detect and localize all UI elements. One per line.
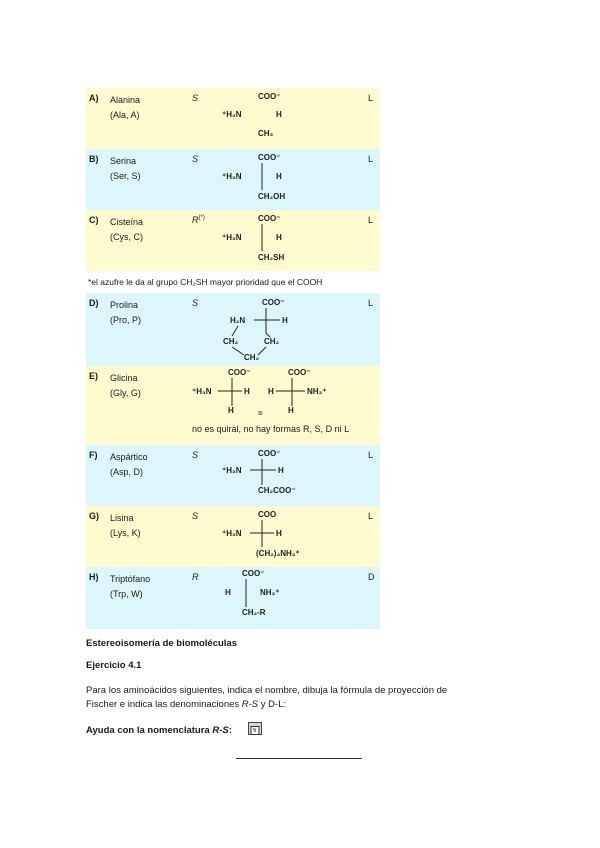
svg-text:COO⁻: COO⁻ xyxy=(242,569,265,578)
svg-text:CH₂OH: CH₂OH xyxy=(258,192,286,201)
svg-text:H: H xyxy=(244,387,250,396)
svg-text:CH₂COO⁻: CH₂COO⁻ xyxy=(258,486,296,495)
table-row xyxy=(86,149,380,210)
fischer-projection xyxy=(86,88,380,149)
svg-text:COO⁻: COO⁻ xyxy=(262,298,285,307)
table-row xyxy=(86,210,380,271)
rs-config: S xyxy=(192,298,199,308)
rs-config: R(*) xyxy=(192,215,205,225)
dl-config: L xyxy=(368,215,374,225)
amino-acid-name: Aspártico (Asp, D) xyxy=(110,452,148,477)
svg-text:COO⁻: COO⁻ xyxy=(258,214,281,223)
svg-text:H: H xyxy=(278,466,284,475)
svg-text:NH₃⁺: NH₃⁺ xyxy=(260,588,280,597)
amino-acid-name: Cisteína (Cys, C) xyxy=(110,217,144,242)
dl-config: L xyxy=(368,154,374,164)
svg-text:COO⁻: COO⁻ xyxy=(258,449,281,458)
help-button[interactable] xyxy=(248,722,262,735)
svg-text:CH₂SH: CH₂SH xyxy=(258,253,285,262)
footnote-row xyxy=(86,271,380,293)
amino-acid-name: Prolina (Pro, P) xyxy=(110,300,142,325)
table-row xyxy=(86,88,380,149)
amino-acid-name: Lisina (Lys, K) xyxy=(110,513,141,538)
dl-config: L xyxy=(368,298,374,308)
svg-text:H: H xyxy=(276,233,282,242)
table-row xyxy=(86,506,380,567)
section-title: Estereoisomería de biomoléculas xyxy=(86,638,238,649)
row-letter: G) xyxy=(89,511,99,521)
svg-text:COO⁻: COO⁻ xyxy=(288,368,311,377)
rs-config: R xyxy=(192,572,199,582)
dl-config: D xyxy=(368,572,375,582)
exercise-text: Para los aminoácidos siguientes, indica el nombre, dibuja la fórmula de proyección de Fischer e indica las denominaciones R-S y D-L: xyxy=(86,685,448,710)
rs-config: S xyxy=(192,450,199,460)
svg-text:⁺H₃N: ⁺H₃N xyxy=(222,466,242,475)
fischer-projection xyxy=(86,293,380,366)
svg-text:H: H xyxy=(225,588,231,597)
divider xyxy=(236,758,362,759)
svg-text:NH₃⁺: NH₃⁺ xyxy=(307,387,327,396)
help-label: Ayuda con la nomenclatura R-S: xyxy=(86,725,232,736)
fischer-projection xyxy=(86,506,380,567)
dl-config: L xyxy=(368,93,374,103)
svg-text:⁺H₃N: ⁺H₃N xyxy=(222,172,242,181)
table-row xyxy=(86,366,380,445)
svg-text:H: H xyxy=(276,172,282,181)
svg-text:H: H xyxy=(282,316,288,325)
table-row xyxy=(86,445,380,506)
row-letter: E) xyxy=(89,371,98,381)
fischer-projection xyxy=(86,149,380,210)
svg-text:CH₃: CH₃ xyxy=(258,129,274,138)
svg-text:CH₂: CH₂ xyxy=(223,337,239,346)
table-row xyxy=(86,567,380,629)
svg-text:(CH₂)₄NH₃⁺: (CH₂)₄NH₃⁺ xyxy=(256,549,300,558)
footnote: *el azufre le da al grupo CH₂SH mayor prioridad que el COOH xyxy=(88,277,323,287)
svg-text:⁺H₃N: ⁺H₃N xyxy=(192,387,212,396)
document-link-icon xyxy=(249,725,261,736)
fischer-projection xyxy=(86,210,380,271)
svg-text:COO: COO xyxy=(258,510,277,519)
svg-text:H: H xyxy=(288,406,294,415)
svg-text:H: H xyxy=(228,406,234,415)
svg-text:H: H xyxy=(276,110,282,119)
svg-text:⁺H₃N: ⁺H₃N xyxy=(222,529,242,538)
rs-config: S xyxy=(192,511,199,521)
rs-config: S xyxy=(192,154,199,164)
svg-text:=: = xyxy=(258,409,263,418)
svg-text:CH₂-R: CH₂-R xyxy=(242,608,266,617)
amino-acid-name: Triptófano (Trp, W) xyxy=(110,574,151,599)
row-letter: H) xyxy=(89,572,99,582)
table-row xyxy=(86,293,380,366)
svg-text:⁺H₃N: ⁺H₃N xyxy=(222,233,242,242)
svg-text:COO⁻: COO⁻ xyxy=(228,368,251,377)
fischer-projection xyxy=(86,445,380,506)
svg-text:CH₂: CH₂ xyxy=(264,337,280,346)
svg-text:H: H xyxy=(276,529,282,538)
svg-text:H₂N: H₂N xyxy=(230,316,246,325)
row-letter: D) xyxy=(89,298,99,308)
row-letter: C) xyxy=(89,215,99,225)
rs-config: S xyxy=(192,93,199,103)
glycine-note: no es quiral, no hay formas R, S, D ni L xyxy=(192,424,350,434)
dl-config: L xyxy=(368,450,374,460)
amino-acid-name: Glicina (Gly, G) xyxy=(110,373,141,398)
dl-config: L xyxy=(368,511,374,521)
svg-text:⁺H₃N: ⁺H₃N xyxy=(222,110,242,119)
amino-acid-name: Alanina (Ala, A) xyxy=(110,95,141,120)
amino-acid-table xyxy=(86,88,380,629)
svg-text:H: H xyxy=(268,387,274,396)
fischer-projection xyxy=(86,567,380,629)
svg-text:COO⁻: COO⁻ xyxy=(258,153,281,162)
exercise-title: Ejercicio 4.1 xyxy=(86,660,142,671)
row-letter: A) xyxy=(89,93,99,103)
svg-text:COO⁻: COO⁻ xyxy=(258,92,281,101)
svg-text:CH₂: CH₂ xyxy=(244,353,260,362)
amino-acid-name: Serina (Ser, S) xyxy=(110,156,141,181)
row-letter: F) xyxy=(89,450,98,460)
row-letter: B) xyxy=(89,154,99,164)
